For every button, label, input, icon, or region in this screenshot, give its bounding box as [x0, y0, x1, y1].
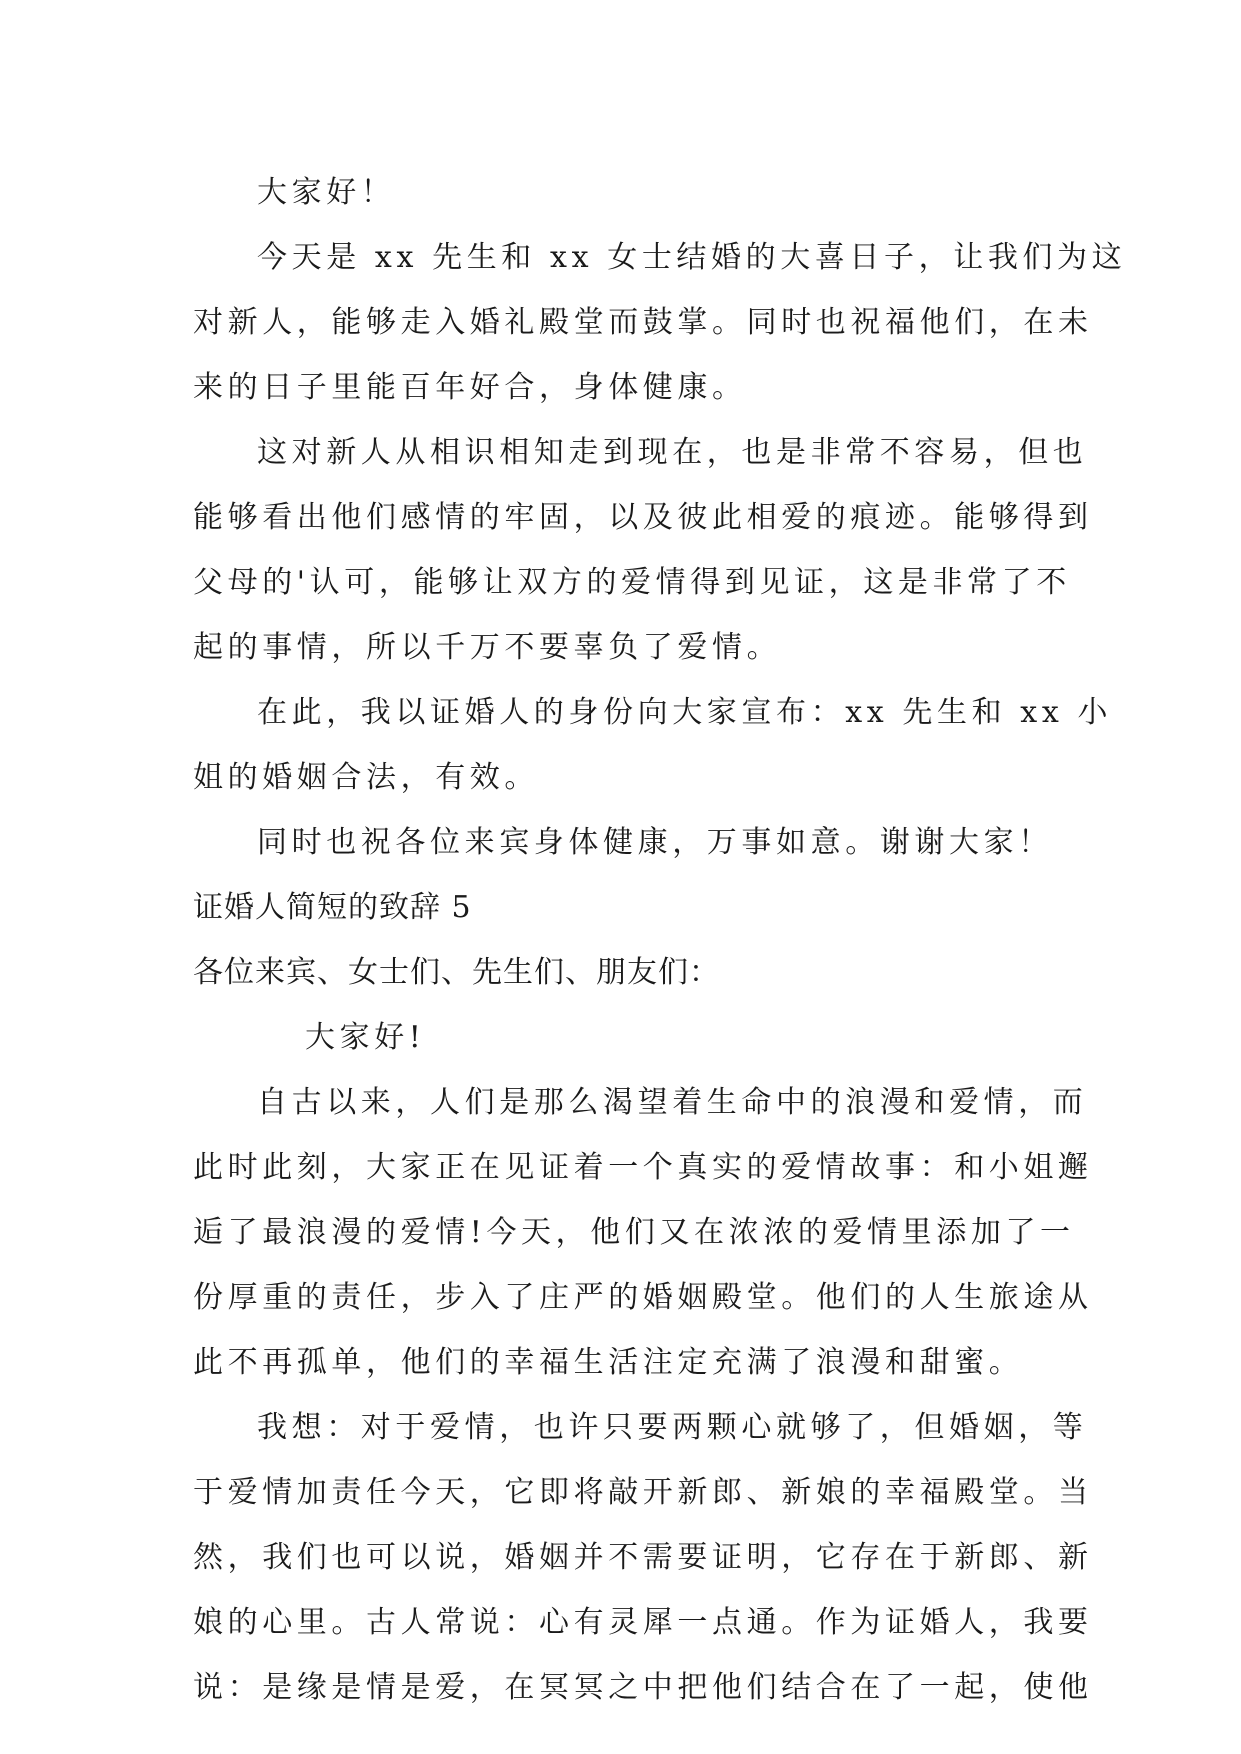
paragraph-line: 说：是缘是情是爱，在冥冥之中把他们结合在了一起，使他 [193, 1670, 1093, 1705]
paragraph-line: 今天是 xx 先生和 xx 女士结婚的大喜日子，让我们为这 [257, 240, 1127, 275]
paragraph-line: 来的日子里能百年好合，身体健康。 [193, 370, 747, 405]
paragraph-line: 大家好！ [257, 175, 396, 210]
paragraph-line: 姐的婚姻合法，有效。 [193, 760, 539, 795]
paragraph-line: 此不再孤单，他们的幸福生活注定充满了浪漫和甜蜜。 [193, 1345, 1024, 1380]
greeting-line: 大家好! [305, 1020, 426, 1055]
paragraph-line: 逅了最浪漫的爱情!今天，他们又在浓浓的爱情里添加了一 [193, 1215, 1075, 1250]
paragraph-line: 同时也祝各位来宾身体健康，万事如意。谢谢大家！ [257, 825, 1053, 860]
paragraph-line: 父母的'认可，能够让双方的爱情得到见证，这是非常了不 [193, 565, 1071, 600]
paragraph-line: 对新人，能够走入婚礼殿堂而鼓掌。同时也祝福他们，在未 [193, 305, 1093, 340]
paragraph-line: 能够看出他们感情的牢固，以及彼此相爱的痕迹。能够得到 [193, 500, 1093, 535]
section-heading: 证婚人简短的致辞 5 [193, 890, 472, 925]
paragraph-line: 然，我们也可以说，婚姻并不需要证明，它存在于新郎、新 [193, 1540, 1093, 1575]
paragraph-line: 娘的心里。古人常说：心有灵犀一点通。作为证婚人，我要 [193, 1605, 1093, 1640]
paragraph-line: 此时此刻，大家正在见证着一个真实的爱情故事：和小姐邂 [193, 1150, 1093, 1185]
paragraph-line: 自古以来，人们是那么渴望着生命中的浪漫和爱情，而 [257, 1085, 1088, 1120]
paragraph-line: 起的事情，所以千万不要辜负了爱情。 [193, 630, 782, 665]
paragraph-line: 份厚重的责任，步入了庄严的婚姻殿堂。他们的人生旅途从 [193, 1280, 1093, 1315]
paragraph-line: 这对新人从相识相知走到现在，也是非常不容易，但也 [257, 435, 1088, 470]
document-body [193, 160, 1127, 1720]
paragraph-line: 我想：对于爱情，也许只要两颗心就够了，但婚姻，等 [257, 1410, 1088, 1445]
paragraph-line: 在此，我以证婚人的身份向大家宣布：xx 先生和 xx 小 [257, 695, 1113, 730]
salutation-line: 各位来宾、女士们、先生们、朋友们： [193, 955, 720, 990]
paragraph-line: 于爱情加责任今天，它即将敲开新郎、新娘的幸福殿堂。当 [193, 1475, 1093, 1510]
